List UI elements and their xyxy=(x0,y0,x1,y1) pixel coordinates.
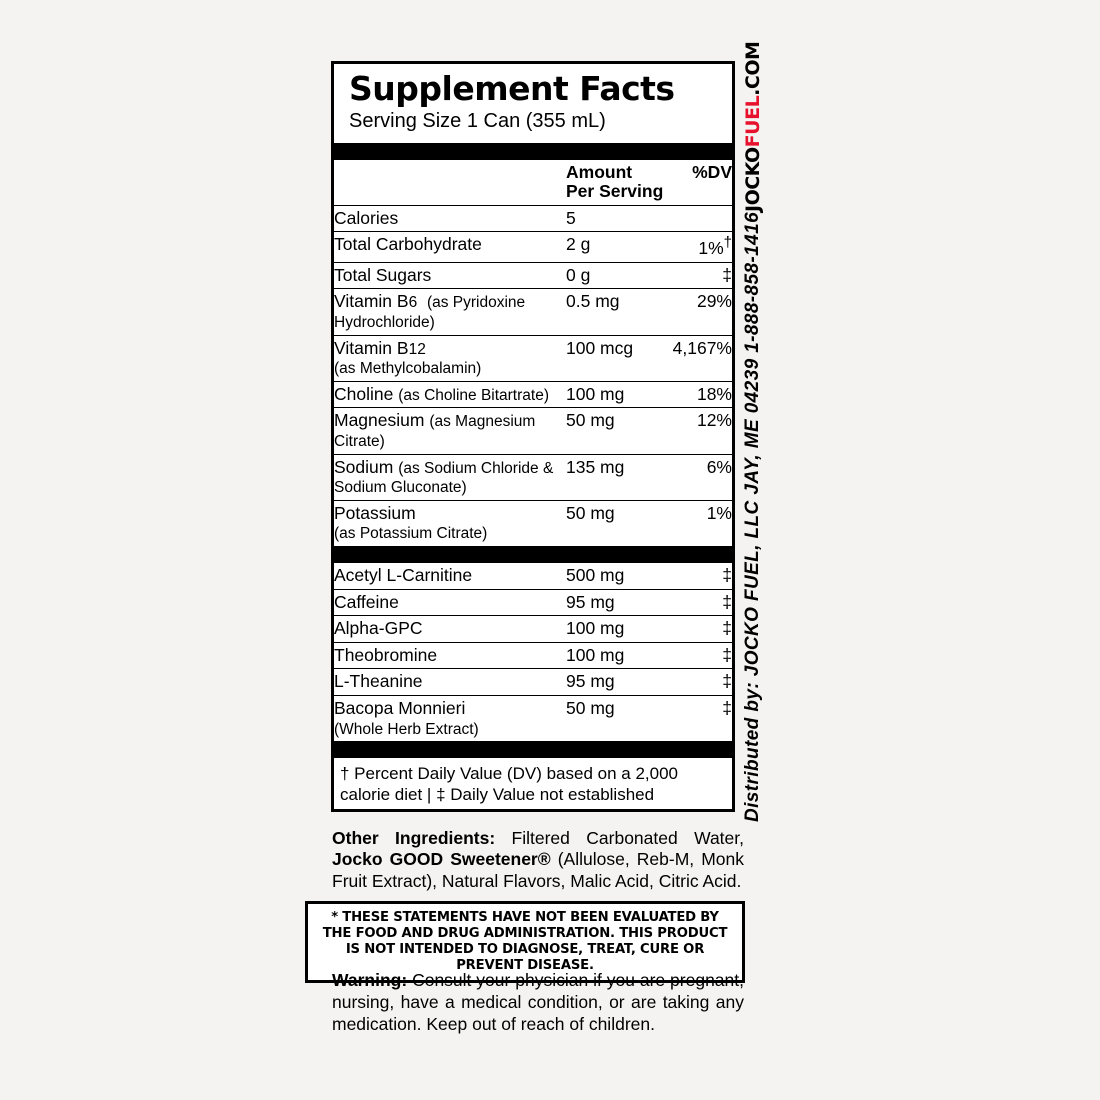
row-dv: ‡ xyxy=(722,697,732,718)
distributor-vertical-text xyxy=(742,41,776,822)
row-name: Vitamin B12 (as Methylcobalamin) xyxy=(334,335,566,381)
row-dv: 4,167% xyxy=(664,335,732,381)
row-amount: 50 mg xyxy=(566,502,615,523)
row-amount: 5 xyxy=(566,205,664,232)
fda-disclaimer-text: * THESE STATEMENTS HAVE NOT BEEN EVALUATED BY THE FOOD AND DRUG ADMINISTRATION. THIS PRODUCT IS NOT INTENDED TO DIAGNOSE, TREAT, CURE OR PREVENT DISEASE. xyxy=(322,910,728,974)
row-name: Vitamin B6 (as Pyridoxine Hydrochloride) xyxy=(334,289,566,335)
row-amount: 135 mg xyxy=(566,454,664,500)
row-amount: 100 mg xyxy=(566,642,664,669)
row-amount: 100 mg xyxy=(566,616,664,643)
row-name: Calories xyxy=(334,205,566,232)
thick-divider-top xyxy=(334,143,732,160)
row-name: Acetyl L-Carnitine xyxy=(334,563,566,589)
row-amount: 50 mg xyxy=(566,697,615,718)
header-amount-per-serving: Amount Per Serving xyxy=(566,160,664,206)
table-row xyxy=(334,616,732,643)
row-dv: 1%† xyxy=(664,232,732,262)
thick-divider-bottom xyxy=(334,741,732,758)
table-row xyxy=(334,381,732,408)
row-name: Total Carbohydrate xyxy=(334,232,566,262)
row-dv: 6% xyxy=(664,454,732,500)
row-name: Caffeine xyxy=(334,589,566,616)
row-name: Bacopa Monnieri (Whole Herb Extract) xyxy=(334,697,479,738)
row-dv: ‡ xyxy=(664,563,732,589)
row-amount: 95 mg xyxy=(566,669,664,696)
row-amount: 95 mg xyxy=(566,589,664,616)
other-ingredients xyxy=(332,828,744,892)
row-dv: ‡ xyxy=(664,642,732,669)
row-dv: ‡ xyxy=(664,616,732,643)
supplement-facts-head xyxy=(334,64,732,143)
row-name: Sodium (as Sodium Chloride & Sodium Gluconate) xyxy=(334,454,566,500)
table-row xyxy=(334,563,732,589)
row-amount: 0.5 mg xyxy=(566,289,664,335)
header-spacer xyxy=(334,160,566,206)
table-row xyxy=(334,589,732,616)
header-percent-dv: %DV xyxy=(664,160,732,206)
brand-domain: .COM xyxy=(742,41,764,96)
row-dv: 18% xyxy=(664,381,732,408)
row-name: Total Sugars xyxy=(334,262,566,289)
table-row xyxy=(334,642,732,669)
row-dv: ‡ xyxy=(664,262,732,289)
table-row xyxy=(334,232,732,262)
sweetener-brand: Jocko GOOD Sweetener® xyxy=(332,849,551,870)
row-name: L-Theanine xyxy=(334,669,566,696)
supplement-facts-panel xyxy=(331,61,735,812)
row-dv: 1% xyxy=(706,502,732,523)
warning-text: Consult your physician if you are pregnant, nursing, have a medical condition, or are taking any medication. Keep out of reach of children. xyxy=(332,970,744,1034)
row-name: Potassium (as Potassium Citrate) xyxy=(334,502,488,543)
row-dv: 12% xyxy=(664,408,732,454)
table-row xyxy=(334,454,732,500)
table-row xyxy=(334,289,732,335)
row-name: Alpha-GPC xyxy=(334,616,566,643)
table-row xyxy=(334,335,732,381)
table-row xyxy=(334,500,732,546)
row-dv: 29% xyxy=(664,289,732,335)
table-row xyxy=(334,262,732,289)
table-row xyxy=(334,669,732,696)
brand-lockup xyxy=(742,42,764,212)
other-ingredients-label: Other Ingredients: xyxy=(332,828,496,848)
nutrition-table xyxy=(334,160,732,546)
daily-value-footnote: † Percent Daily Value (DV) based on a 2,000 calorie diet | ‡ Daily Value not established xyxy=(340,764,678,804)
row-name: Choline (as Choline Bitartrate) xyxy=(334,381,566,408)
row-amount: 100 mg xyxy=(566,381,664,408)
warning-label: Warning: xyxy=(332,970,408,990)
table-row xyxy=(334,695,732,741)
brand-jocko: JOCKO xyxy=(742,147,764,212)
thick-divider-mid xyxy=(334,546,732,563)
table-header-row xyxy=(334,160,732,206)
row-amount: 0 g xyxy=(566,262,664,289)
other-ingredients-part1: Filtered Carbonated Water, xyxy=(495,828,744,848)
row-dv: ‡ xyxy=(664,669,732,696)
row-amount: 100 mcg xyxy=(566,335,664,381)
serving-size: Serving Size 1 Can (355 mL) xyxy=(349,109,606,132)
brand-fuel: FUEL xyxy=(742,95,764,148)
panel-title: Supplement Facts xyxy=(349,69,675,108)
row-dv xyxy=(664,205,732,232)
row-name: Magnesium (as Magnesium Citrate) xyxy=(334,408,566,454)
row-amount: 2 g xyxy=(566,232,664,262)
row-name: Theobromine xyxy=(334,642,566,669)
table-row xyxy=(334,205,732,232)
table-row xyxy=(334,408,732,454)
row-amount: 50 mg xyxy=(566,408,664,454)
row-dv: ‡ xyxy=(664,589,732,616)
other-ingredients-part2: (Allulose, Reb-M, Monk Fruit Extract), Natural Flavors, Malic Acid, Citric Acid. xyxy=(332,849,744,891)
blend-table xyxy=(334,563,732,741)
distributor-line: Distributed by: JOCKO FUEL, LLC JAY, ME 04239 1-888-858-1416 xyxy=(742,211,763,822)
row-amount: 500 mg xyxy=(566,563,664,589)
dagger-note: † xyxy=(723,234,732,252)
warning-statement xyxy=(332,970,744,1036)
